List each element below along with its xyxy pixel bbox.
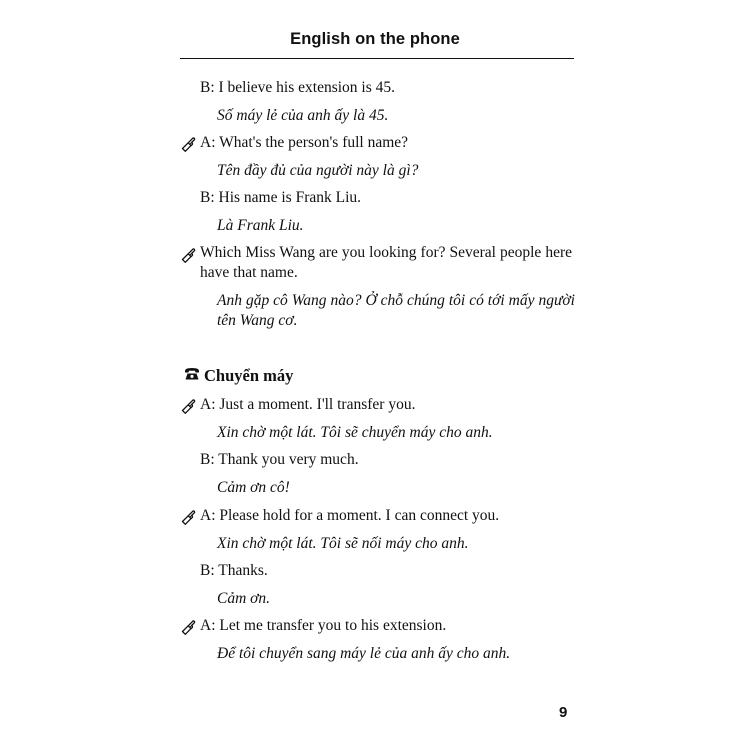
pointing-hand-icon [180, 245, 198, 263]
dialogue-line: B: I believe his extension is 45. [200, 79, 396, 96]
translation-line: Là Frank Liu. [217, 217, 304, 234]
pointing-hand-icon [180, 134, 198, 152]
dialogue-line: B: Thanks. [200, 562, 268, 579]
pointing-hand-icon [180, 507, 198, 525]
dialogue-line: A: What's the person's full name? [200, 134, 409, 151]
pointing-hand-icon [180, 617, 198, 635]
translation-line: Xin chờ một lát. Tôi sẽ chuyển máy cho anh. [217, 424, 493, 441]
dialogue-paragraph: Which Miss Wang are you looking for? Several people here have that name. [200, 244, 572, 281]
page-number: 9 [559, 704, 568, 721]
translation-line: Cảm ơn. [217, 590, 271, 607]
translation-line: Cảm ơn cô! [217, 479, 290, 496]
translation-line: Để tôi chuyển sang máy lẻ của anh ấy cho anh. [217, 645, 511, 662]
dialogue-line: A: Please hold for a moment. I can connect you. [200, 507, 500, 524]
section-heading [184, 366, 293, 386]
translation-line: Tên đầy đủ của người này là gì? [217, 162, 419, 179]
translation-line: Số máy lẻ của anh ấy là 45. [217, 107, 389, 124]
translation-paragraph: Anh gặp cô Wang nào? Ở chỗ chúng tôi có tới mấy người tên Wang cơ. [217, 292, 575, 329]
section-title: Chuyển máy [204, 366, 294, 385]
dialogue-line: A: Just a moment. I'll transfer you. [200, 396, 416, 413]
header-rule [180, 58, 574, 59]
telephone-icon [184, 367, 200, 381]
pointing-hand-icon [180, 396, 198, 414]
dialogue-line: B: Thank you very much. [200, 451, 359, 468]
page-header: English on the phone [290, 30, 460, 48]
translation-line: Xin chờ một lát. Tôi sẽ nối máy cho anh. [217, 535, 469, 552]
dialogue-line: B: His name is Frank Liu. [200, 189, 362, 206]
dialogue-line: A: Let me transfer you to his extension. [200, 617, 447, 634]
